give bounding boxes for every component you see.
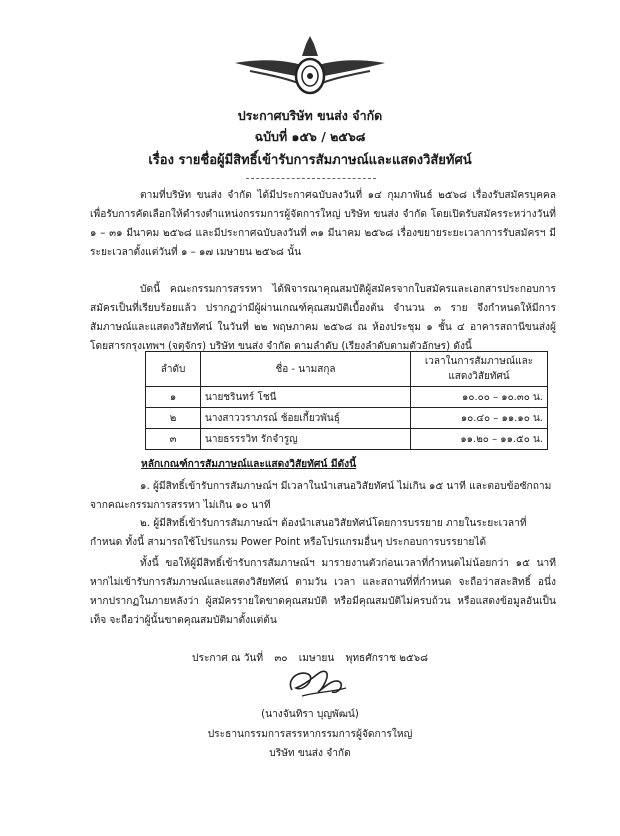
- signer-position: ประธานกรรมการสรรหากรรมการผู้จัดการใหญ่: [207, 729, 413, 740]
- announcement-subject: เรื่อง รายชื่อผู้มีสิทธิ์เข้ารับการสัมภาษณ์และแสดงวิสัยทัศน์: [148, 153, 472, 168]
- company-emblem-icon: [230, 30, 390, 100]
- criteria-item-1: [90, 477, 556, 515]
- result-paragraph-text: บัดนี้ คณะกรรมการสรรหา ได้พิจารณาคุณสมบัติผู้สมัครจากใบสมัครและเอกสารประกอบการสมัครเป็นที่เรียบร้อยแล้ว ปรากฏว่ามีผู้ผ่านเกณฑ์คุณสมบัติเบื้องต้น จำนวน ๓ ราย จึงกำหนดให้มีการสัมภาษณ์และแสดงวิสัยทัศน์ ในวันที่ ๒๒ พฤษภาคม ๒๕๖๘ ณ ห้องประชุม ๑ ชั้น ๔ อาคารสถานีขนส่งผู้โดยสารกรุงเทพฯ (จตุจักร) บริษัท ขนส่ง จำกัด ตามลำดับ (เรียงลำดับตามตัวอักษร) ดังนี้: [90, 284, 556, 352]
- row-time: ๑๑.๒๐ – ๑๑.๕๐ น.: [411, 429, 548, 450]
- criteria-item-1-text: ๑. ผู้มีสิทธิ์เข้ารับการสัมภาษณ์ฯ มีเวลาในนำเสนอวิสัยทัศน์ ไม่เกิน ๑๕ นาที และตอบข้อซักถามจากคณะกรรมการสรรหา ไม่เกิน ๑๐ นาที: [90, 481, 552, 511]
- col-header-order: ลำดับ: [146, 352, 201, 387]
- table-row: [146, 387, 548, 408]
- criteria-title: หลักเกณฑ์การสัมภาษณ์และแสดงวิสัยทัศน์ มีดังนี้: [141, 459, 357, 470]
- row-time: ๑๐.๔๐ – ๑๑.๑๐ น.: [411, 408, 548, 429]
- table-row: [146, 429, 548, 450]
- header-divider: [246, 178, 376, 179]
- announcement-title: ประกาศบริษัท ขนส่ง จำกัด: [237, 108, 383, 123]
- signature-icon: [282, 662, 352, 702]
- signer-company: บริษัท ขนส่ง จำกัด: [269, 748, 351, 759]
- row-order: ๒: [146, 408, 201, 429]
- row-name: นายธรรรวิท รักจำรูญ: [201, 429, 411, 450]
- announcement-number: ฉบับที่ ๑๕๖ / ๒๕๖๘: [254, 129, 366, 144]
- row-order: ๑: [146, 387, 201, 408]
- row-time: ๑๐.๐๐ – ๑๐.๓๐ น.: [411, 387, 548, 408]
- criteria-item-2-text: ๒. ผู้มีสิทธิ์เข้ารับการสัมภาษณ์ฯ ต้องนำเสนอวิสัยทัศน์โดยการบรรยาย ภายในระยะเวลาที่กำหนด ทั้งนี้ สามารถใช้โปรแกรม Power Point หรือโปรแกรมอื่นๆ ประกอบการบรรยายได้: [90, 518, 527, 548]
- notice-paragraph-text: ทั้งนี้ ขอให้ผู้มีสิทธิ์เข้ารับการสัมภาษณ์ฯ มารายงานตัวก่อนเวลาที่กำหนดไม่น้อยกว่า ๑๕ นาที หากไม่เข้ารับการสัมภาษณ์และแสดงวิสัยทัศน์ ตามวัน เวลา และสถานที่ที่กำหนด จะถือว่าสละสิทธิ์ อนึ่ง หากปรากฏในภายหลังว่า ผู้สมัครรายใดขาดคุณสมบัติ หรือมีคุณสมบัติไม่ครบถ้วน หรือแสดงข้อมูลอันเป็นเท็จ จะถือว่าผู้นั้นขาดคุณสมบัติมาตั้งแต่ต้น: [90, 558, 556, 626]
- intro-paragraph-text: ตามที่บริษัท ขนส่ง จำกัด ได้มีประกาศฉบับลงวันที่ ๑๔ กุมภาพันธ์ ๒๕๖๘ เรื่องรับสมัครบุคคลเพื่อรับการคัดเลือกให้ดำรงตำแหน่งกรรมการผู้จัดการใหญ่ บริษัท ขนส่ง จำกัด โดยเปิดรับสมัครระหว่างวันที่ ๑ – ๓๑ มีนาคม ๒๕๖๘ และมีประกาศฉบับลงวันที่ ๓๑ มีนาคม ๒๕๖๘ เรื่องขยายระยะเวลาการรับสมัครฯ มีระยะเวลาตั้งแต่วันที่ ๑ – ๑๗ เมษายน ๒๕๖๘ นั้น: [90, 190, 556, 258]
- intro-paragraph: [90, 186, 556, 262]
- criteria-item-2: [90, 514, 556, 552]
- table-row: [146, 408, 548, 429]
- candidate-table: [145, 351, 548, 450]
- table-header-row: [146, 352, 548, 387]
- date-year: พุทธศักราช ๒๕๖๘: [345, 653, 428, 664]
- date-month: เมษายน: [298, 653, 335, 664]
- notice-paragraph: [90, 554, 556, 630]
- signer-name: (นางจันทิรา บุญพัฒน์): [261, 709, 359, 720]
- result-paragraph: [90, 280, 556, 356]
- col-header-name: ชื่อ - นามสกุล: [201, 352, 411, 387]
- row-name: นางสาววราภรณ์ ช้อยเกี้ยวพันธุ์: [201, 408, 411, 429]
- date-prefix: ประกาศ ณ วันที่: [192, 653, 264, 664]
- row-order: ๓: [146, 429, 201, 450]
- col-header-time: เวลาในการสัมภาษณ์และแสดงวิสัยทัศน์: [411, 352, 548, 387]
- row-name: นายชรินทร์ โชนี: [201, 387, 411, 408]
- date-day: ๓๐: [274, 653, 288, 664]
